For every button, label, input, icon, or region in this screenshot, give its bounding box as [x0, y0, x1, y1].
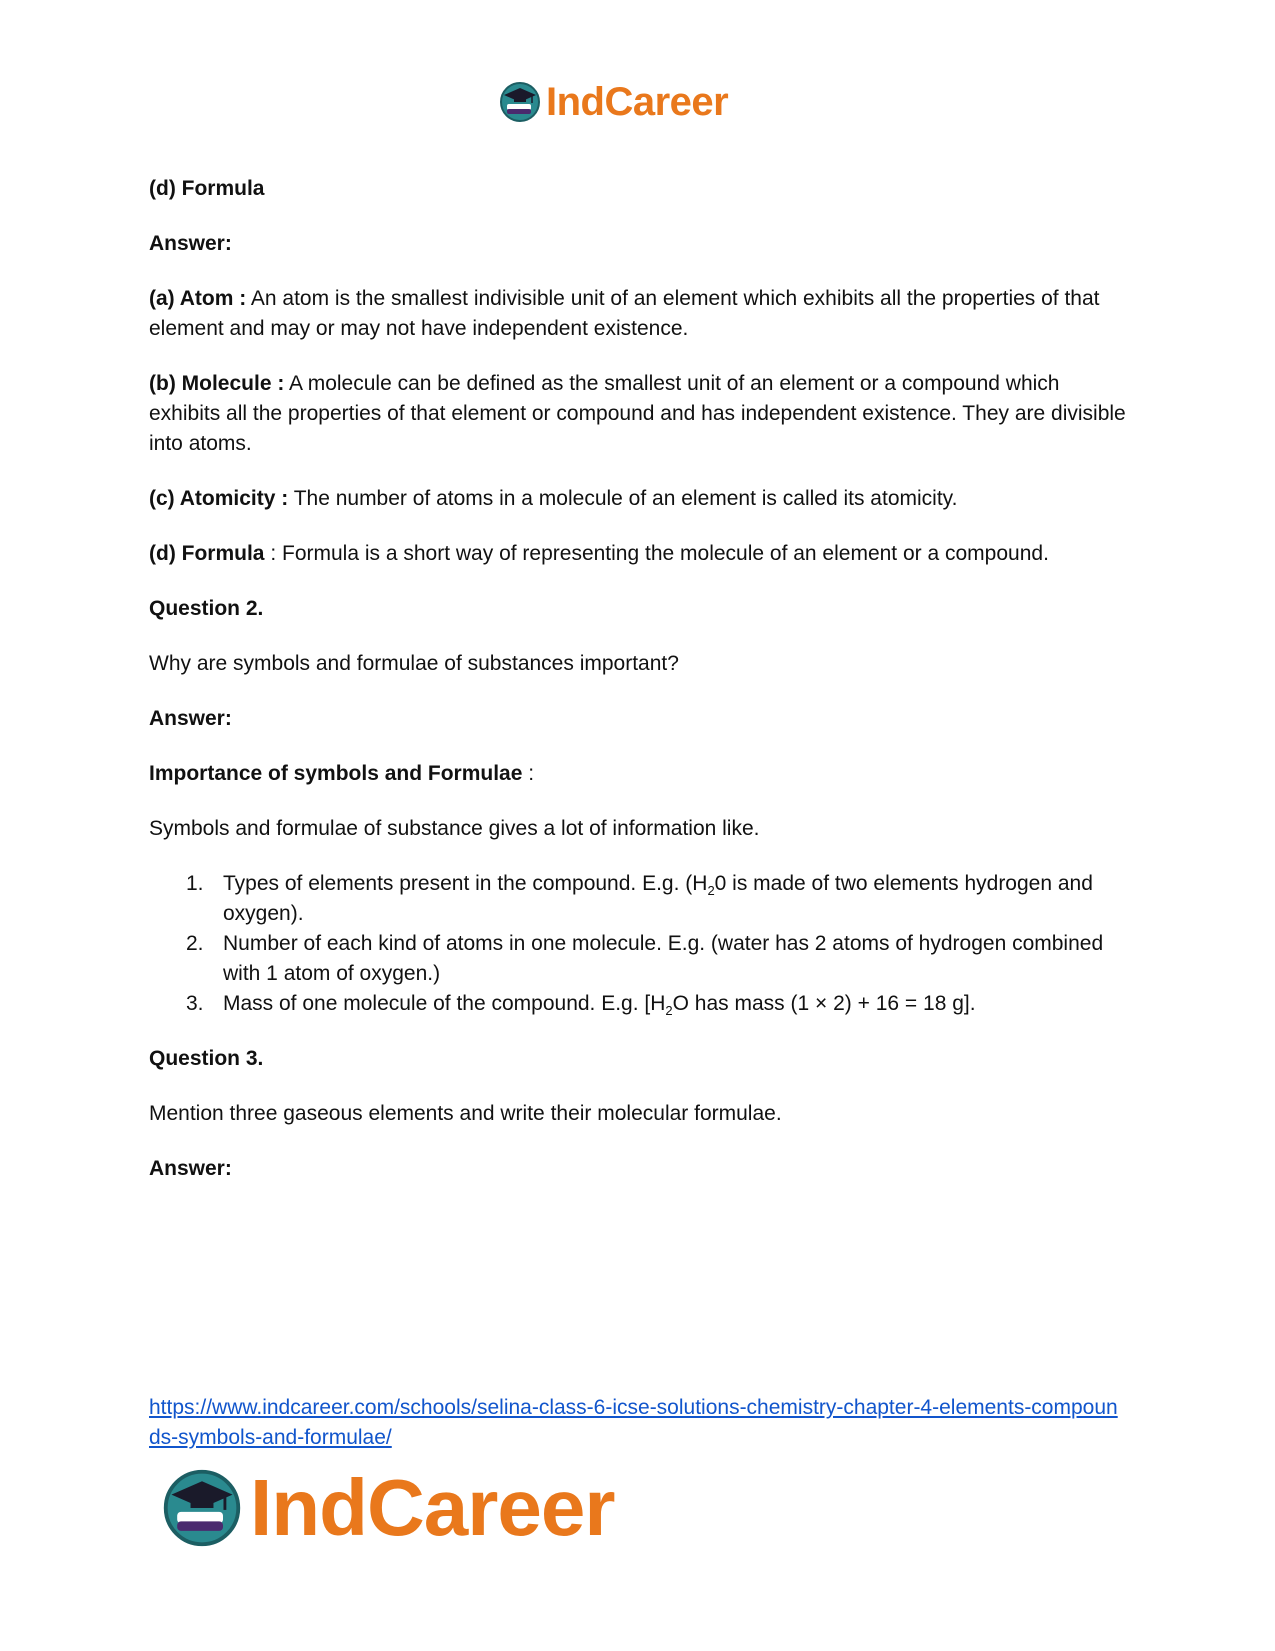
definition-term: (d) Formula [149, 542, 265, 565]
definition-text: The number of atoms in a molecule of an element is called its atomicity. [288, 487, 958, 510]
definition-formula [149, 539, 1129, 569]
definition-molecule [149, 369, 1129, 459]
definition-term: (b) Molecule : [149, 372, 285, 395]
graduation-cap-book-icon [160, 1466, 244, 1550]
list-item [149, 929, 1129, 989]
list-text: Number of each kind of atoms in one molecule. E.g. (water has 2 atoms of hydrogen combined with 1 atom of oxygen.) [223, 932, 1104, 985]
question-text: Mention three gaseous elements and write their molecular formulae. [149, 1102, 782, 1125]
importance-colon: : [522, 762, 535, 785]
document-body [149, 174, 1129, 1184]
definition-atomicity [149, 484, 1129, 514]
footer-logo [160, 1463, 615, 1552]
definition-term: (c) Atomicity : [149, 487, 289, 510]
list-item [149, 869, 1129, 929]
list-number: 1. [186, 872, 204, 895]
question-label: Question 3. [149, 1047, 264, 1070]
subscript: 2 [665, 1003, 673, 1019]
answer-label: Answer: [149, 707, 232, 730]
list-item [149, 989, 1129, 1019]
list-text: 0 is made of two elements hydrogen and oxygen). [223, 872, 1093, 925]
list-text: O has mass (1 × 2) + 16 = 18 g]. [672, 992, 976, 1015]
logo-text: IndCareer [250, 1463, 615, 1552]
list-text: Types of elements present in the compound. E.g. (H [223, 872, 708, 895]
definition-text: A molecule can be defined as the smallest unit of an element or a compound which exhibits all the properties of that element or compound and has independent existence. They are divisible into atoms. [149, 372, 1126, 455]
answer-label: Answer: [149, 1157, 232, 1180]
intro-text: Symbols and formulae of substance gives a lot of information like. [149, 817, 760, 840]
definition-term: (a) Atom : [149, 287, 247, 310]
header-logo [498, 80, 728, 124]
question-label: Question 2. [149, 597, 264, 620]
importance-title: Importance of symbols and Formulae [149, 762, 523, 785]
graduation-cap-book-icon [498, 80, 542, 124]
info-list [149, 869, 1129, 1019]
definition-atom [149, 284, 1129, 344]
list-number: 2. [186, 932, 204, 955]
answer-label: Answer: [149, 232, 232, 255]
question-text: Why are symbols and formulae of substances important? [149, 652, 679, 675]
source-url-link[interactable]: https://www.indcareer.com/schools/selina-class-6-icse-solutions-chemistry-chapter-4-elements-compounds-symbols-and-formulae/ [149, 1396, 1118, 1449]
importance-heading [149, 759, 1129, 789]
list-number: 3. [186, 992, 204, 1015]
subscript: 2 [707, 883, 715, 899]
logo-text: IndCareer [546, 80, 729, 124]
list-text: Mass of one molecule of the compound. E.g. [H [223, 992, 666, 1015]
definition-text: An atom is the smallest indivisible unit of an element which exhibits all the properties of that element and may or may not have independent existence. [149, 287, 1100, 340]
definition-text: : Formula is a short way of representing the molecule of an element or a compound. [264, 542, 1049, 565]
item-heading: (d) Formula [149, 177, 265, 200]
